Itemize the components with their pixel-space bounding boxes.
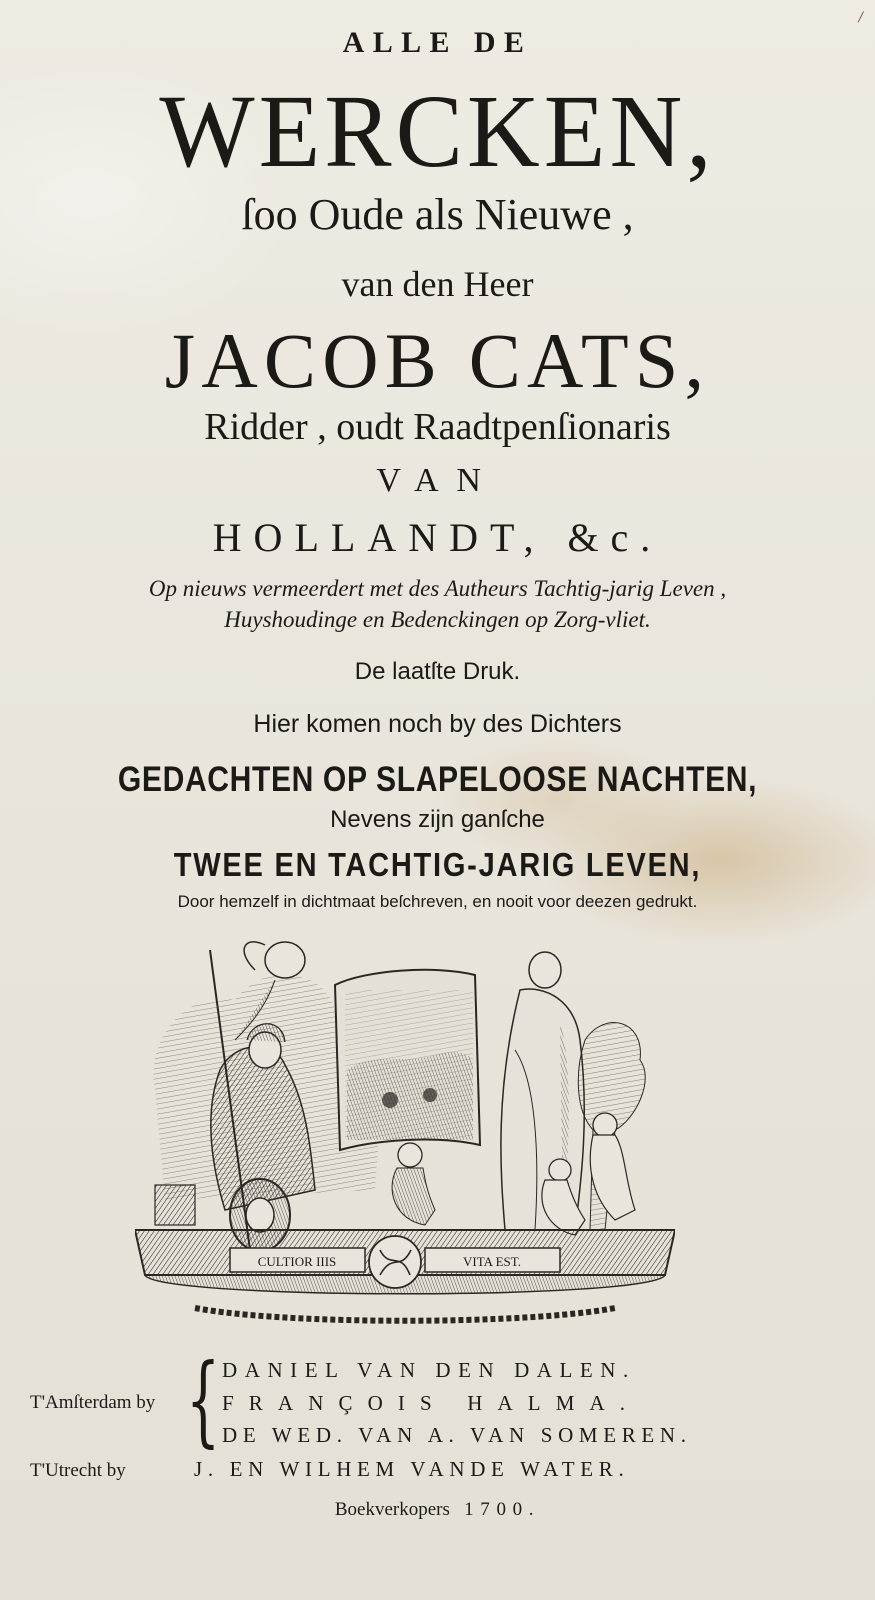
- author-name: JACOB CATS,: [164, 317, 711, 404]
- imprint-booksellers: Boekverkopers: [334, 1499, 450, 1520]
- addition-title-2: TWEE EN TACHTIG-JARIG LEVEN,: [173, 846, 702, 883]
- imprint-year: 1700.: [464, 1499, 541, 1520]
- title-line-van-den-heer: van den Heer: [341, 264, 534, 304]
- vignette-banner-left: CULTIOR IIIS: [257, 1254, 337, 1269]
- imprint-utrecht-label: T'Utrecht by: [30, 1460, 126, 1481]
- addition-intro: Hier komen noch by des Dichters: [253, 710, 622, 738]
- imprint-publisher-1: DANIEL VAN DEN DALEN.: [222, 1358, 636, 1382]
- title-line-hollandt: HOLLANDT, &c.: [212, 515, 663, 560]
- imprint-utrecht-publisher: J. EN WILHEM VANDE WATER.: [194, 1457, 630, 1481]
- addition-connector: Nevens zijn ganſche: [330, 806, 545, 833]
- title-line-oude-nieuwe: ſoo Oude als Nieuwe ,: [241, 190, 634, 239]
- vignette-banner-right: VITA EST.: [463, 1254, 521, 1269]
- subtitle-line-2: Huyshoudinge en Bedenckingen op Zorg-vliet.: [224, 607, 651, 632]
- imprint-publisher-2: FRANÇOIS HALMA.: [222, 1391, 641, 1415]
- imprint-publisher-3: DE WED. VAN A. VAN SOMEREN.: [222, 1423, 692, 1447]
- imprint-date-line: [0, 1500, 875, 1519]
- imprint-brace: {: [186, 1344, 221, 1458]
- addition-note: Door hemzelf in dichtmaat beſchreven, en nooit voor deezen gedrukt.: [177, 892, 698, 911]
- addition-title-1: GEDACHTEN OP SLAPELOOSE NACHTEN,: [117, 760, 758, 799]
- corner-mark: /: [858, 10, 863, 25]
- imprint-amsterdam-label: T'Amſterdam by: [30, 1392, 156, 1413]
- engraved-vignette: [135, 930, 675, 1330]
- title-line-wercken: WERCKEN,: [159, 74, 716, 189]
- title-line-van: VAN: [376, 462, 499, 499]
- subtitle-line-1: Op nieuws vermeerdert met des Autheurs Tachtig-jarig Leven ,: [148, 576, 727, 601]
- author-title: Ridder , oudt Raadtpenſionaris: [204, 406, 671, 448]
- title-line-alle-de: ALLE DE: [342, 26, 533, 59]
- edition-note: De laatſte Druk.: [354, 658, 521, 685]
